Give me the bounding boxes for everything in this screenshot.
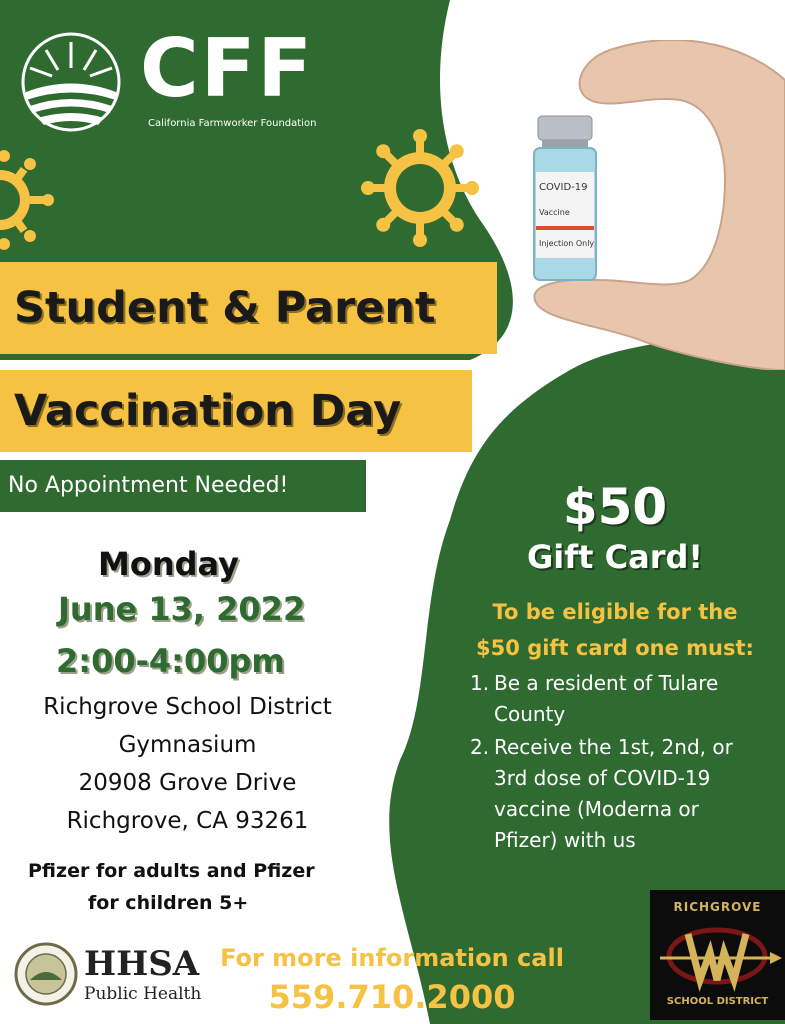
vial-label-1: COVID-19	[539, 182, 588, 193]
headline-line-1: Student & Parent	[0, 262, 497, 354]
list-number: 1.	[470, 671, 490, 695]
address-line: 20908 Grove Drive	[78, 770, 297, 796]
county-seal-icon	[14, 942, 78, 1006]
list-number: 2.	[470, 735, 490, 759]
cff-wordmark: CFF	[140, 22, 315, 115]
hhsa-subtitle: Public Health	[84, 984, 202, 1004]
address-line: Gymnasium	[118, 732, 257, 758]
hhsa-logo	[14, 940, 214, 1010]
event-time: 2:00-4:00pm	[56, 642, 285, 680]
no-appointment-note: No Appointment Needed!	[0, 460, 366, 512]
list-text: Be a resident of Tulare County	[494, 671, 719, 726]
headline-line-2: Vaccination Day	[0, 370, 472, 452]
event-day: Monday	[98, 545, 239, 583]
gift-label: Gift Card!	[527, 538, 703, 576]
requirement-item-1	[470, 668, 770, 732]
vial-label-2: Vaccine	[539, 208, 570, 217]
eligibility-line-2: $50 gift card one must:	[476, 636, 754, 660]
list-text: Receive the 1st, 2nd, or 3rd dose of COVID-19 vaccine (Moderna or Pfizer) with us	[494, 735, 733, 852]
phone-number: 559.710.2000	[268, 978, 516, 1016]
virus-icon-left	[0, 150, 60, 250]
vial-cap	[538, 116, 592, 140]
richgrove-school-logo	[650, 890, 785, 1020]
vaccine-info-line-2: for children 5+	[88, 892, 249, 914]
address-line: Richgrove, CA 93261	[66, 808, 309, 834]
sun-field-icon	[16, 30, 126, 134]
more-info-text: For more information call	[220, 944, 564, 972]
eligibility-line-1: To be eligible for the	[492, 600, 738, 624]
vial-label-3: Injection Only	[539, 239, 595, 248]
hhsa-title: HHSA	[84, 944, 200, 984]
requirement-item-2	[470, 732, 770, 860]
event-date: June 13, 2022	[58, 590, 306, 628]
vaccine-info-line-1: Pfizer for adults and Pfizer	[28, 860, 315, 882]
hand-vial-illustration	[520, 40, 785, 370]
gift-amount: $50	[562, 478, 668, 536]
school-name-bottom: SCHOOL DISTRICT	[666, 996, 769, 1007]
event-address	[10, 688, 365, 840]
cff-tagline: California Farmworker Foundation	[148, 118, 317, 129]
cff-logo	[16, 22, 336, 140]
virus-icon-right	[360, 128, 480, 248]
spear-w-emblem-icon	[650, 918, 785, 998]
address-line: Richgrove School District	[43, 694, 332, 720]
school-name-top: RICHGROVE	[673, 900, 762, 914]
